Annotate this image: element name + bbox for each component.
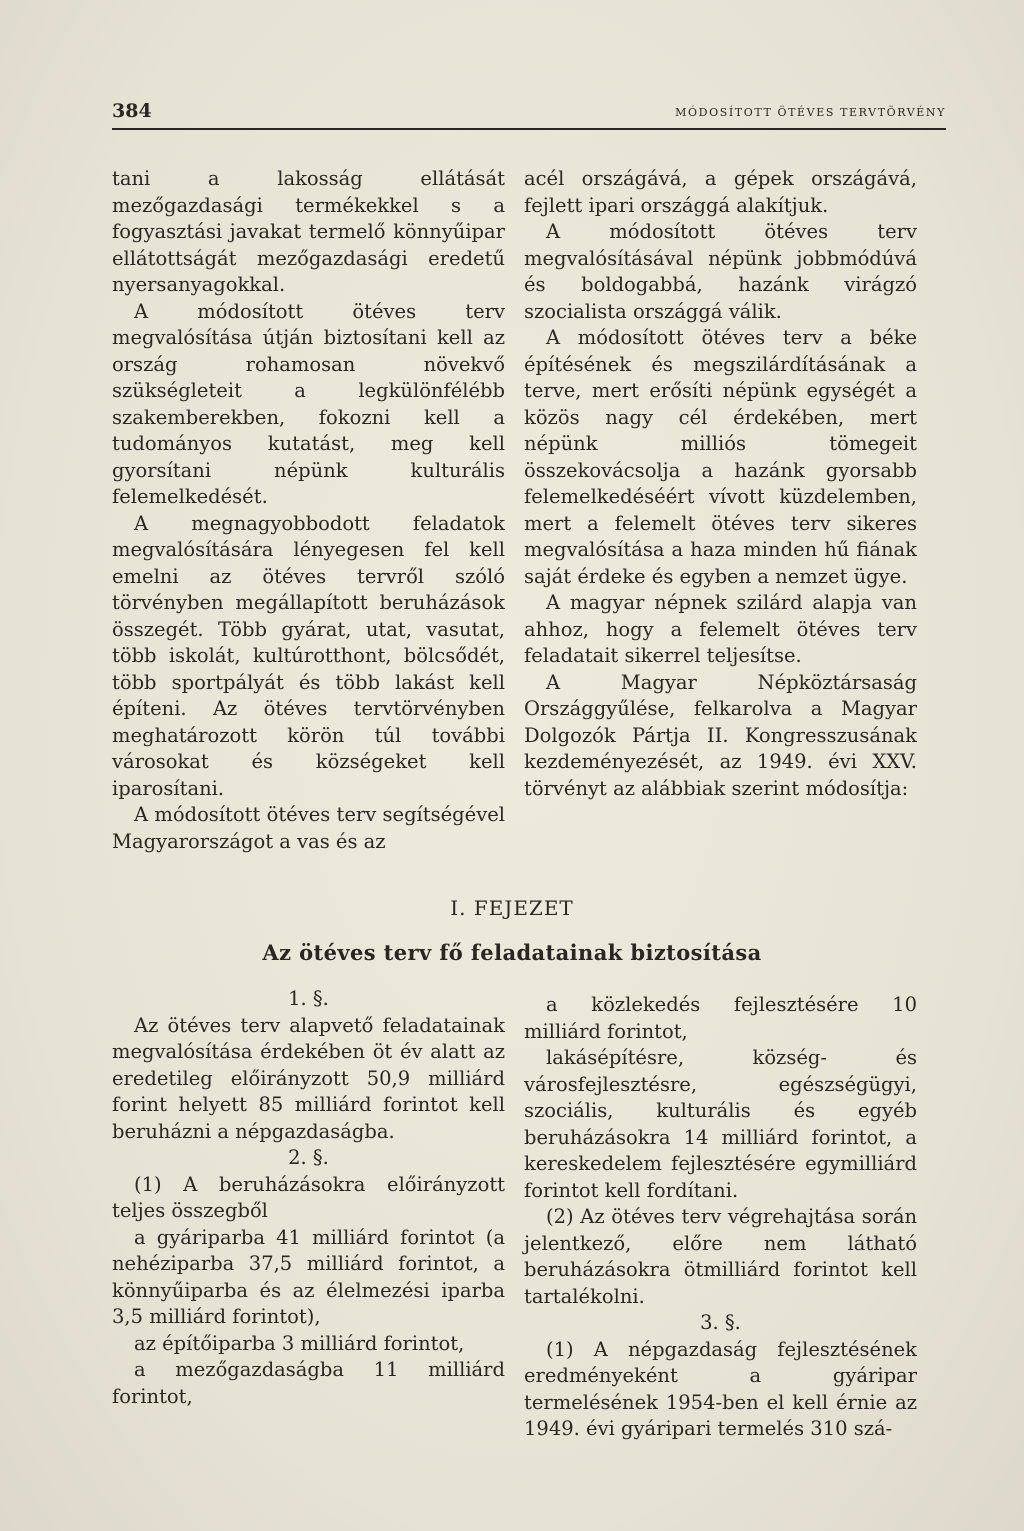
- right-column-top: [524, 166, 917, 802]
- right-column-bottom: [524, 992, 917, 1443]
- running-title: MÓDOSÍTOTT ÖTÉVES TERVTÖRVÉNY: [675, 106, 946, 119]
- page-number: 384: [112, 100, 152, 122]
- section-heading: 2. §.: [288, 1146, 329, 1169]
- left-column-top: [112, 166, 505, 855]
- paragraph: A módosított ötéves terv segítségével Magyarországot a vas és az: [112, 803, 505, 853]
- paragraph: A módosított ötéves terv megvalósítása útján biztosítani kell az ország rohamosan növekvő szükségleteit a legkülönfélébb szakemberekben, fokozni kell a tudományos kutatást, meg kell gyorsítani népünk kulturális felemelkedését.: [112, 299, 505, 508]
- paragraph: acél országává, a gépek országává, fejlett ipari országgá alakítjuk.: [524, 167, 917, 217]
- paragraph: (1) A népgazdaság fejlesztésének eredményeként a gyáripar termelésének 1954-ben el kell érnie az 1949. évi gyáripari termelés 310 szá-: [524, 1337, 917, 1440]
- list-item: az építőiparba 3 milliárd forintot,: [134, 1331, 465, 1355]
- paragraph: tani a lakosság ellátását mezőgazdasági termékekkel s a fogyasztási javakat termelő könnyűipar ellátottságát mezőgazdasági eredetű nyersanyagokkal.: [112, 167, 505, 296]
- paragraph: A módosított ötéves terv megvalósításával népünk jobbmódúvá és boldogabbá, hazánk virágzó szocialista országgá válik.: [524, 220, 917, 323]
- paragraph: (2) Az ötéves terv végrehajtása során jelentkező, előre nem látható beruházásokra ötmilliárd forintot kell tartalékolni.: [524, 1205, 917, 1308]
- paragraph: (1) A beruházásokra előirányzott teljes összegből: [112, 1172, 505, 1222]
- running-header: [112, 98, 946, 130]
- paragraph: A magyar népnek szilárd alapja van ahhoz, hogy a felemelt ötéves terv feladatait sikerrel teljesítse.: [524, 591, 917, 667]
- list-item: a mezőgazdaságba 11 milliárd forintot,: [112, 1358, 505, 1408]
- list-item: lakásépítésre, község- és városfejlesztésre, egészségügyi, szociális, kulturális és egyéb beruházásokra 14 milliárd forintot, a kereskedelem fejlesztésére egymilliárd forintot kell fordítani.: [524, 1046, 917, 1202]
- left-column-bottom: [112, 986, 505, 1410]
- paragraph: Az ötéves terv alapvető feladatainak megvalósítása érdekében öt év alatt az eredetileg előirányzott 50,9 milliárd forint helyett 85 milliárd forintot kell beruházni a népgazdaságba.: [112, 1013, 505, 1143]
- list-item: a gyáriparba 41 milliárd forintot (a nehéziparba 37,5 milliárd forintot, a könnyűiparba és az élelmezési iparba 3,5 milliárd forintot),: [112, 1225, 505, 1328]
- list-item: a közlekedés fejlesztésére 10 milliárd forintot,: [524, 993, 917, 1043]
- paragraph: A Magyar Népköztársaság Országgyűlése, felkarolva a Magyar Dolgozók Pártja II. Kongresszusának kezdeményezését, az 1949. évi XXV. törvényt az alábbiak szerint módosítja:: [524, 670, 917, 800]
- chapter-label: I. FEJEZET: [450, 896, 574, 920]
- chapter-title: Az ötéves terv fő feladatainak biztosítása: [262, 940, 762, 965]
- section-heading: 3. §.: [700, 1311, 741, 1334]
- paragraph: A megnagyobbodott feladatok megvalósítására lényegesen fel kell emelni az ötéves tervről szóló törvényben megállapított beruházások összegét. Több gyárat, utat, vasutat, több iskolát, kultúrotthont, bölcsődét, több sportpályát és több lakást kell építeni. Az ötéves tervtörvényben meghatározott körön túl további városokat és községeket kell iparosítani.: [112, 511, 505, 800]
- paragraph: A módosított ötéves terv a béke építésének és megszilárdításának a terve, mert erősíti népünk egységét a közös nagy cél érdekében, mert népünk milliós tömegeit összekovácsolja a hazánk gyorsabb felemelkedéséért vívott küzdelemben, mert a felemelt ötéves terv sikeres megvalósítása a haza minden hű fiának saját érdeke és egyben a nemzet ügye.: [524, 326, 917, 588]
- section-heading: 1. §.: [288, 987, 329, 1010]
